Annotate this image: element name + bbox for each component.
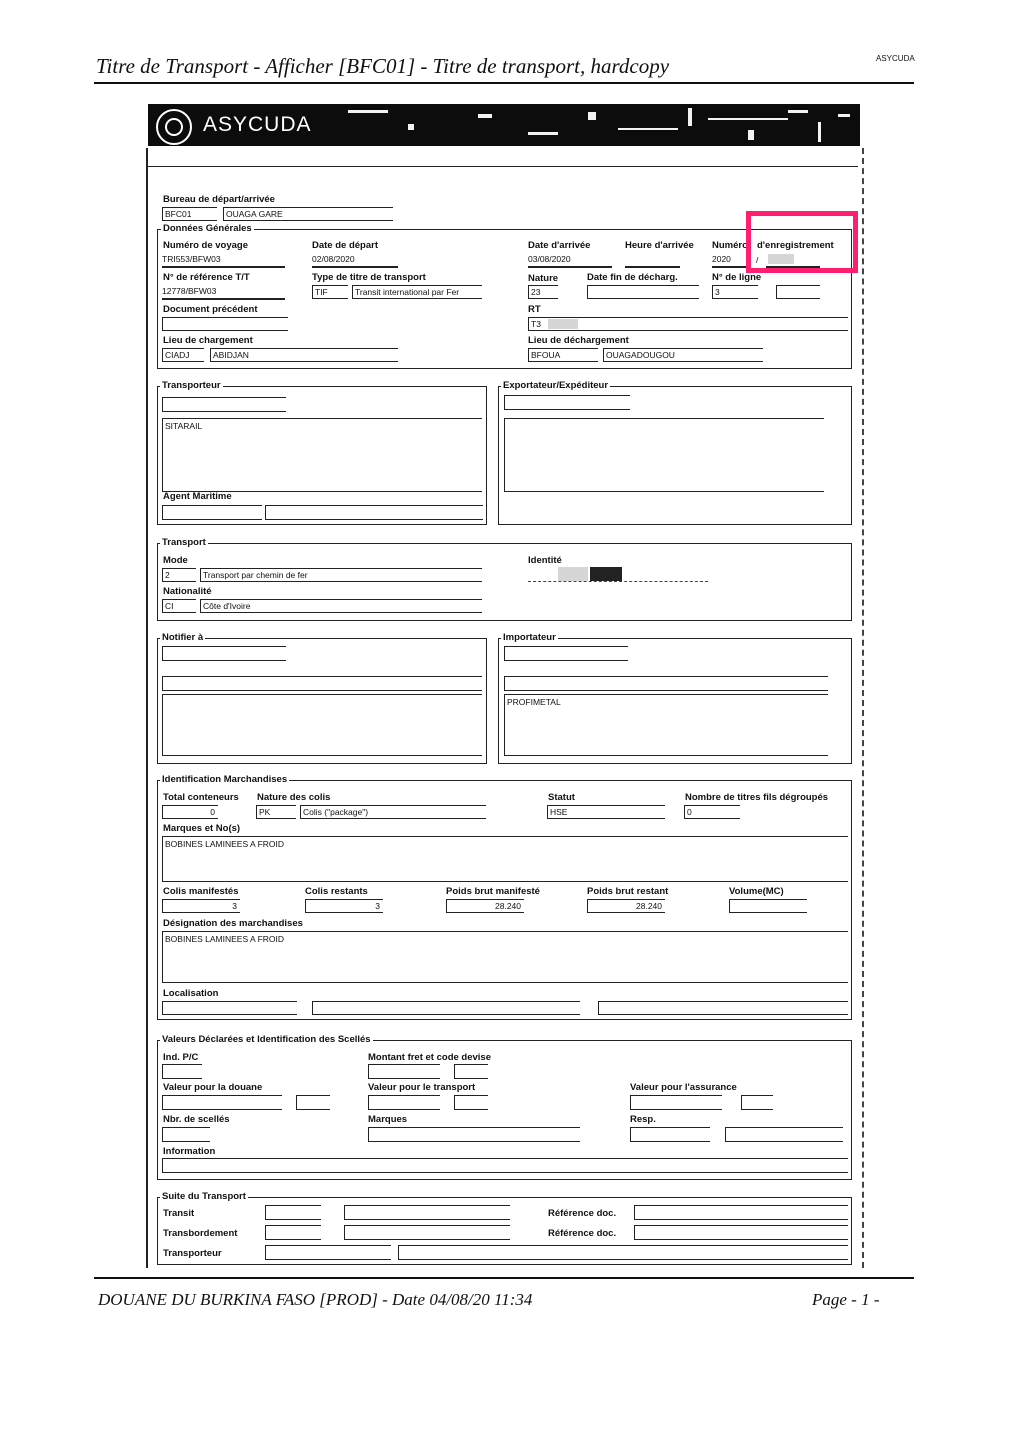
highlight-box	[746, 211, 858, 273]
nature-colis-code-field[interactable]: PK	[256, 805, 296, 819]
suite-title: Suite du Transport	[162, 1191, 246, 1202]
dechargement-name-field[interactable]: OUAGADOUGOU	[603, 348, 763, 362]
importateur-code-field[interactable]	[504, 646, 628, 661]
poids-manifeste-field[interactable]: 28.240	[446, 899, 524, 913]
scelles-marques-field[interactable]	[368, 1127, 580, 1142]
titres-fils-label: Nombre de titres fils dégroupés	[685, 792, 829, 803]
information-label: Information	[163, 1146, 216, 1157]
chargement-code-field[interactable]: CIADJ	[162, 348, 204, 362]
statut-field[interactable]: HSE	[547, 805, 665, 819]
designation-field[interactable]: BOBINES LAMINEES A FROID	[162, 931, 848, 983]
ligne-extra-field[interactable]	[776, 285, 820, 299]
enregistrement-label: d'enregistrement	[757, 240, 834, 251]
valeur-assurance-label: Valeur pour l'assurance	[630, 1082, 737, 1093]
bureau-name-field[interactable]: OUAGA GARE	[223, 207, 393, 221]
information-field[interactable]	[162, 1158, 848, 1173]
footer-rule	[94, 1277, 914, 1279]
colis-restants-label: Colis restants	[305, 886, 368, 897]
donnees-title: Données Générales	[163, 223, 252, 234]
colis-manifestes-field[interactable]: 3	[162, 899, 240, 913]
poids-restant-label: Poids brut restant	[587, 886, 669, 897]
reference2-field[interactable]	[634, 1225, 848, 1240]
scelles-marques-label: Marques	[368, 1114, 408, 1125]
volume-field[interactable]	[729, 899, 807, 913]
agent-label: Agent Maritime	[163, 491, 232, 502]
importateur-name-field[interactable]: PROFIMETAL	[504, 694, 828, 756]
transbordement-code-field[interactable]	[265, 1225, 321, 1240]
numero-label: Numéro	[712, 240, 748, 251]
titres-fils-field[interactable]: 0	[684, 805, 740, 819]
doc-precedent-field[interactable]	[162, 317, 288, 331]
notifier-title: Notifier à	[162, 632, 204, 643]
valeur-assurance-field[interactable]	[630, 1095, 722, 1110]
valeurs-title: Valeurs Déclarées et Identification des Scellés	[162, 1034, 371, 1045]
marchandises-title: Identification Marchandises	[162, 774, 288, 785]
transport-title: Transport	[162, 537, 206, 548]
arrivee-label: Date d'arrivée	[528, 240, 591, 251]
suite-transporteur-name-field[interactable]	[398, 1245, 848, 1260]
emblem-icon	[156, 109, 192, 145]
page-number: Page - 1 -	[812, 1290, 880, 1309]
transbordement-label: Transbordement	[163, 1228, 238, 1239]
ind-pc-field[interactable]	[162, 1064, 202, 1079]
header-logo: ASYCUDA	[876, 54, 915, 63]
resp-extra-field[interactable]	[725, 1127, 843, 1142]
exportateur-name-field[interactable]	[504, 418, 824, 492]
doc-precedent-label: Document précédent	[163, 304, 258, 315]
type-code-field[interactable]: TIF	[312, 285, 348, 299]
heure-label: Heure d'arrivée	[625, 240, 694, 251]
agent-name-field[interactable]	[265, 505, 483, 520]
transit-name-field[interactable]	[344, 1205, 510, 1220]
marques-field[interactable]: BOBINES LAMINEES A FROID	[162, 836, 848, 882]
scelles-field[interactable]	[162, 1127, 210, 1142]
nature-colis-label: Nature des colis	[257, 792, 331, 803]
dechargement-label: Lieu de déchargement	[528, 335, 629, 346]
suite-transporteur-code-field[interactable]	[265, 1245, 391, 1260]
scelles-label: Nbr. de scellés	[163, 1114, 230, 1125]
statut-label: Statut	[548, 792, 575, 803]
localisation-code-field[interactable]	[162, 1001, 297, 1015]
transbordement-name-field[interactable]	[344, 1225, 510, 1240]
transporteur-name-field[interactable]: SITARAIL	[162, 418, 482, 492]
localisation-label: Localisation	[163, 988, 219, 999]
header-rule	[94, 82, 914, 84]
voyage-label: Numéro de voyage	[163, 240, 248, 251]
fin-dechargement-label: Date fin de décharg.	[587, 272, 678, 283]
arrivee-field[interactable]: 03/08/2020	[528, 254, 612, 268]
transit-label: Transit	[163, 1208, 195, 1219]
total-conteneurs-field[interactable]: 0	[162, 805, 218, 819]
valeur-douane-currency-field[interactable]	[296, 1095, 330, 1110]
banner-brand: ASYCUDA	[203, 113, 312, 136]
asycuda-banner	[148, 104, 860, 146]
transit-code-field[interactable]	[265, 1205, 321, 1220]
agent-code-field[interactable]	[162, 505, 262, 520]
reference1-field[interactable]	[634, 1205, 848, 1220]
ind-pc-label: Ind. P/C	[163, 1052, 199, 1063]
chargement-name-field[interactable]: ABIDJAN	[210, 348, 398, 362]
valeur-transport-label: Valeur pour le transport	[368, 1082, 476, 1093]
dechargement-code-field[interactable]: BFOUA	[528, 348, 598, 362]
valeur-transport-field[interactable]	[368, 1095, 440, 1110]
transporteur-title: Transporteur	[162, 380, 221, 391]
nature-colis-desc-field[interactable]: Colis ("package")	[300, 805, 486, 819]
suite-transporteur-label: Transporteur	[163, 1248, 222, 1259]
valeur-assurance-currency-field[interactable]	[741, 1095, 773, 1110]
chargement-label: Lieu de chargement	[163, 335, 253, 346]
page-header-title: Titre de Transport - Afficher [BFC01] - Titre de transport, hardcopy	[96, 54, 670, 78]
fin-dechargement-field[interactable]	[587, 285, 699, 299]
rt-field[interactable]: T3	[528, 317, 848, 331]
fret-label: Montant fret et code devise	[368, 1052, 491, 1063]
depart-label: Date de départ	[312, 240, 378, 251]
importateur-title: Importateur	[503, 632, 556, 643]
identite-field[interactable]	[528, 567, 708, 582]
reference1-label: Référence doc.	[548, 1208, 617, 1219]
nature-field[interactable]: 23	[528, 285, 558, 299]
localisation-name-field[interactable]	[312, 1001, 580, 1015]
depart-field[interactable]: 02/08/2020	[312, 254, 398, 268]
exportateur-code-field[interactable]	[504, 395, 630, 410]
bureau-label: Bureau de départ/arrivée	[163, 194, 275, 205]
notifier-line-field[interactable]	[162, 676, 482, 691]
nationalite-label: Nationalité	[163, 586, 212, 597]
heure-field[interactable]	[625, 254, 680, 268]
designation-label: Désignation des marchandises	[163, 918, 303, 929]
notifier-address-field[interactable]	[162, 694, 482, 756]
fret-currency-field[interactable]	[454, 1064, 488, 1079]
poids-restant-field[interactable]: 28.240	[587, 899, 665, 913]
type-label: Type de titre de transport	[312, 272, 426, 283]
exportateur-title: Exportateur/Expéditeur	[503, 380, 609, 391]
localisation-extra-field[interactable]	[598, 1001, 848, 1015]
nationalite-code-field[interactable]: CI	[162, 599, 196, 613]
nature-label: Nature	[528, 273, 559, 284]
valeur-douane-label: Valeur pour la douane	[163, 1082, 263, 1093]
colis-manifestes-label: Colis manifestés	[163, 886, 239, 897]
enreg-year-field[interactable]: 2020	[712, 254, 748, 268]
mode-label: Mode	[163, 555, 188, 566]
resp-field[interactable]	[630, 1127, 710, 1142]
fret-amount-field[interactable]	[368, 1064, 440, 1079]
footer-left: DOUANE DU BURKINA FASO [PROD] - Date 04/08/20 11:34	[98, 1290, 533, 1309]
marques-label: Marques et No(s)	[163, 823, 241, 834]
rt-label: RT	[528, 304, 541, 315]
type-desc-field[interactable]: Transit international par Fer	[352, 285, 482, 299]
total-conteneurs-label: Total conteneurs	[163, 792, 239, 803]
transporteur-code-field[interactable]	[162, 397, 286, 412]
voyage-field[interactable]: TRI553/BFW03	[162, 254, 285, 268]
ref-field[interactable]: 12778/BFW03	[162, 286, 285, 300]
bureau-code-field[interactable]: BFC01	[162, 207, 217, 221]
notifier-code-field[interactable]	[162, 646, 286, 661]
identite-label: Identité	[528, 555, 562, 566]
volume-label: Volume(MC)	[729, 886, 784, 897]
valeur-douane-field[interactable]	[162, 1095, 282, 1110]
ligne-field[interactable]: 3	[712, 285, 758, 299]
enreg-separator: /	[756, 255, 759, 265]
colis-restants-field[interactable]: 3	[305, 899, 383, 913]
ref-label: N° de référence T/T	[163, 272, 250, 283]
importateur-line-field[interactable]	[504, 676, 828, 691]
valeur-transport-currency-field[interactable]	[454, 1095, 488, 1110]
poids-manifeste-label: Poids brut manifesté	[446, 886, 540, 897]
mode-desc-field[interactable]: Transport par chemin de fer	[200, 568, 482, 582]
reference2-label: Référence doc.	[548, 1228, 617, 1239]
resp-label: Resp.	[630, 1114, 656, 1125]
nationalite-name-field[interactable]: Côte d'Ivoire	[200, 599, 482, 613]
ligne-label: N° de ligne	[712, 272, 762, 283]
mode-code-field[interactable]: 2	[162, 568, 196, 582]
